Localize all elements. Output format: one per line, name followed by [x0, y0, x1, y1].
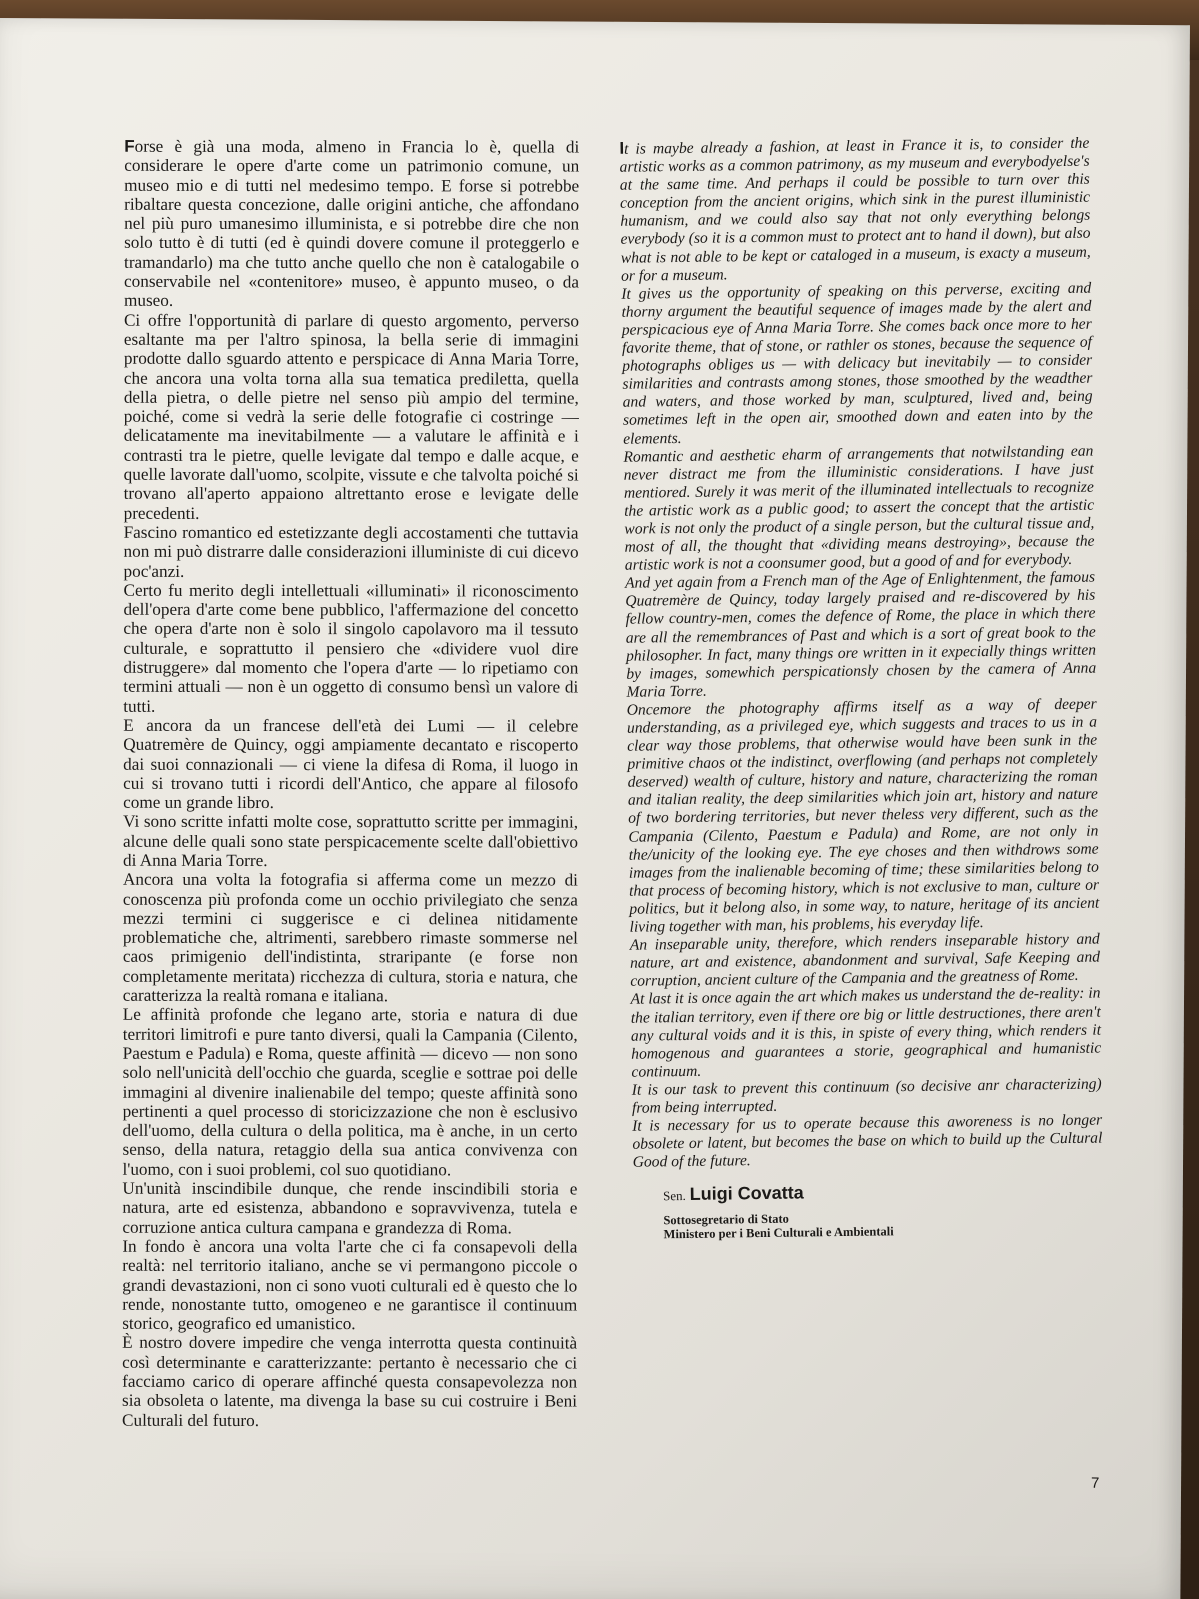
italian-paragraph-intro: [124, 137, 579, 311]
italian-paragraph: Le affinità profonde che legano arte, storia e natura di due territori limitrofi e pure tanto diversi, quali la Campania (Cilento, Paestum e Padula) e Roma, queste affinità — dicevo — non sono solo nell'unicità dell'occhio che guarda, sceglie e sottrae poi delle immagini al divenire inalienabile del tempo; queste affinità sono pertinenti a quel processo di storicizzazione che non è esclusivo dell'uomo, della cultura o della politica, ma è anche, in un certo senso, della natura, retaggio della sua antica convivenza con l'uomo, con i suoi problemi, col suo quotidiano.: [122, 1005, 578, 1180]
english-paragraph-intro: [619, 134, 1091, 286]
english-paragraph: It is necessary for us to operate because this aworeness is no longer obsolete or latent, but becomes the base on which to build up the Cultural Good of the future.: [632, 1111, 1103, 1171]
signature-title-line1: Sottosegretario di Stato: [663, 1212, 789, 1228]
italian-paragraph: È nostro dovere impedire che venga interrotta questa continuità così determinante e caratterizzante: pertanto è necessario che ci facciamo carico di operare affinché questa consapevolezza non sia obsoleta o latente, ma divenga la base su cui costruire i Beni Culturali del futuro.: [122, 1333, 578, 1430]
italian-intro-text: orse è già una moda, almeno in Francia lo è, quella di considerare le opere d'arte come un patrimonio comune, un museo mio e di tutti nel medesimo tempo. E forse si potrebbe ribaltare questa concezione, dalle origini antiche, che affondano nel più puro umanesimo illuminista, e si potrebbe dire che non solo tutto è di tutti (ed è quindi dovere comune il proteggerlo e tramandarlo) ma che tutto anche quello che non è catalogabile o conservabile nel «contenitore» museo, è appunto museo, o da museo.: [123, 136, 580, 311]
italian-paragraph: In fondo è ancora una volta l'arte che ci fa consapevoli della realtà: nel territorio italiano, anche se vi permangono piccole o grandi devastazioni, non ci sono vuoti culturali ed è questo che lo rende, nonostante tutto, omogeneo e ne garantisce il continuum storico, geografico ed umanistico.: [122, 1236, 578, 1334]
english-paragraph: An inseparable unity, therefore, which renders inseparable history and nature, art and existence, abandonment and survival, Safe Keeping and corruption, ancient culture of the Campania and the greatness of Rome.: [629, 930, 1101, 991]
italian-paragraph: Fascino romantico ed estetizzante degli accostamenti che tuttavia non mi può distrarre dalle considerazioni illuministe di cui dicevo poc'anzi.: [123, 522, 579, 581]
english-paragraph: At last it is once again the art which makes us understand the de-reality: in the italian territory, even if there ore big or little destructiones, there aren't any cultural voids and it is this, in spiste of every thing, which renders it homogenous and guarantees a storie, geographical and humanistic continuum.: [630, 984, 1102, 1081]
english-paragraph: And yet again from a French man of the Age of Enlightenment, the famous Quatremère de Quincy, today largely praised and re-discovered by his fellow country-men, comes the defence of Rome, the place in which there are all the remembrances of Past and which is a sort of great book to the philosopher. In fact, many things ore written in it expecially things written by images, somewhich perspicationsly chosen by the camera of Anna Maria Torre.: [624, 568, 1097, 701]
italian-paragraph: Ancora una volta la fotografia si afferma come un mezzo di conoscenza più profonda come un occhio privilegiato che senza mezzi termini ci suggerisce e ci delinea nitidamente problematiche che, altrimenti, sarebbero rimaste sommerse nel caos primigenio dell'indistinta, straripante (e forse non completamente meritata) ricchezza di cultura, storia e natura, che caratterizza la realtà romana e italiana.: [122, 870, 578, 1006]
signature-title: [663, 1208, 1103, 1242]
english-intro-text: t is maybe already a fashion, at least in France it is, to consider the artistic works as a common patrimony, as my museum and everybodyelse's at the same time. And perhaps il could be possible to turn over this conception from the ancient origins, which sink in the purest illuministic humanism, and we could also say that not only everything belongs everybody (so it is a common must to protect ant to hand il down), but also what is not able to be kept or cataloged in a museum, is exacty a museum, or for a museum.: [619, 134, 1091, 285]
italian-paragraph: Certo fu merito degli intellettuali «illuminati» il riconoscimento dell'opera d'arte come bene pubblico, l'affermazione del concetto che opera d'arte non è solo il singolo capolavoro ma il tessuto culturale, e soprattutto il pensiero che «dividere vuol dire distruggere» dal momento che l'opera d'arte — lo ripetiamo con termini attuali — non è un oggetto di consumo bensì un valore di tutti.: [123, 580, 579, 716]
english-initial-letter: I: [619, 138, 625, 158]
italian-text-column: [122, 137, 579, 1431]
english-paragraph: Oncemore the photography affirms itself as a way of deeper understanding, as a privileged eye, which suggests and traces to us in a clear way those problems, that otherwise would have been sunk in the primitive chaos ot the indistinct, overflowing (and perhaps not completely deserved) wealth of culture, history and nature, characterizing the roman and italian reality, the deep similarities which join art, history and nature of two bordering territories, but never theless very different, such as the Campania (Cilento, Paestum e Padula) and Rome, are not only in the/unicity of the looking eye. The eye choses and then withdrows some images from the inalienable becoming of time; these similarities belong to that process of becoming history, which is not exclusive to man, culture or politics, but it belong also, in some way, to nature, heritage of its ancient living together with man, his problems, his everyday life.: [626, 695, 1100, 936]
italian-initial-letter: F: [124, 136, 135, 156]
signature-prefix: Sen.: [663, 1188, 686, 1204]
page-number: 7: [1091, 1474, 1100, 1492]
italian-paragraph: Ci offre l'opportunità di parlare di questo argomento, perverso esaltante ma per l'altro spinosa, la bella serie di immagini prodotte dallo sguardo attento e perspicace di Anna Maria Torre, che ancora una volta torna alla sua tematica prediletta, quella della pietra, o delle pietre nel senso più ampio del termine, poiché, come si vedrà la serie delle fotografie ci costringe — delicatamente ma inevitabilmente — a valutare le affinità e i contrasti tra le pietre, quelle levigate dal tempo e dalle acque, e quelle lavorate dall'uomo, scolpite, vissute e che talvolta poiché si trovano all'aperto appaiono altrettanto erose e levigate delle precedenti.: [123, 310, 579, 523]
english-paragraph: Romantic and aesthetic eharm of arrangements that notwilstanding ean never distract me from the illuministic considerations. I have just mentiored. Surely it was merit of the illuminated intellectuals to recognize the artistic work as a public good; to assert the concept that the artistic work is not only the product of a single person, but the cultural tissue and, most of all, the thought that «dividing means destroying», because the artistic work is not a coonsumer good, but a good of and for everybody.: [623, 442, 1095, 574]
signature-block: [633, 1180, 1104, 1242]
book-page: [0, 18, 1190, 1599]
italian-paragraph: E ancora da un francese dell'età dei Lumi — il celebre Quatremère de Quincy, oggi ampiamente decantato e riscoperto dai suoi connazionali — ci viene la difesa di Roma, il luogo in cui si trovano tutti i ricordi dell'Antico, che appare al filosofo come un grande libro.: [123, 715, 579, 813]
signature-name-line: [663, 1180, 1103, 1206]
italian-paragraph: Un'unità inscindibile dunque, che rende inscindibili storia e natura, arte ed esistenza, abbandono e sopravvivenza, tutela e corruzione antica cultura campana e grandezza di Roma.: [122, 1178, 578, 1238]
italian-paragraph: Vi sono scritte infatti molte cose, soprattutto scritte per immagini, alcune delle quali sono state perspicacemente scelte dall'obiettivo di Anna Maria Torre.: [122, 812, 579, 870]
signature-name: Luigi Covatta: [689, 1182, 804, 1205]
english-text-column: [619, 134, 1103, 1242]
signature-title-line2: Ministero per i Beni Culturali e Ambientali: [663, 1224, 894, 1242]
english-paragraph: It is our task to prevent this continuum (so decisive anr characterizing) from being interrupted.: [631, 1075, 1102, 1117]
english-paragraph: It gives us the opportunity of speaking on this perverse, exciting and thorny argument the beautiful sequence of images made by the alert and perspicacious eye of Anna Maria Torre. She comes back once more to her favorite theme, that of stone, or rathler os stones, because the sequence of photographs obliges us — with delicacy but inevitabily — to consider similarities and contrasts among stones, those smoothed by the weadther and waters, and those worked by man, sculptured, lived and, being sometimes left in the open air, smoothed down and eaten into by the elements.: [621, 279, 1094, 448]
